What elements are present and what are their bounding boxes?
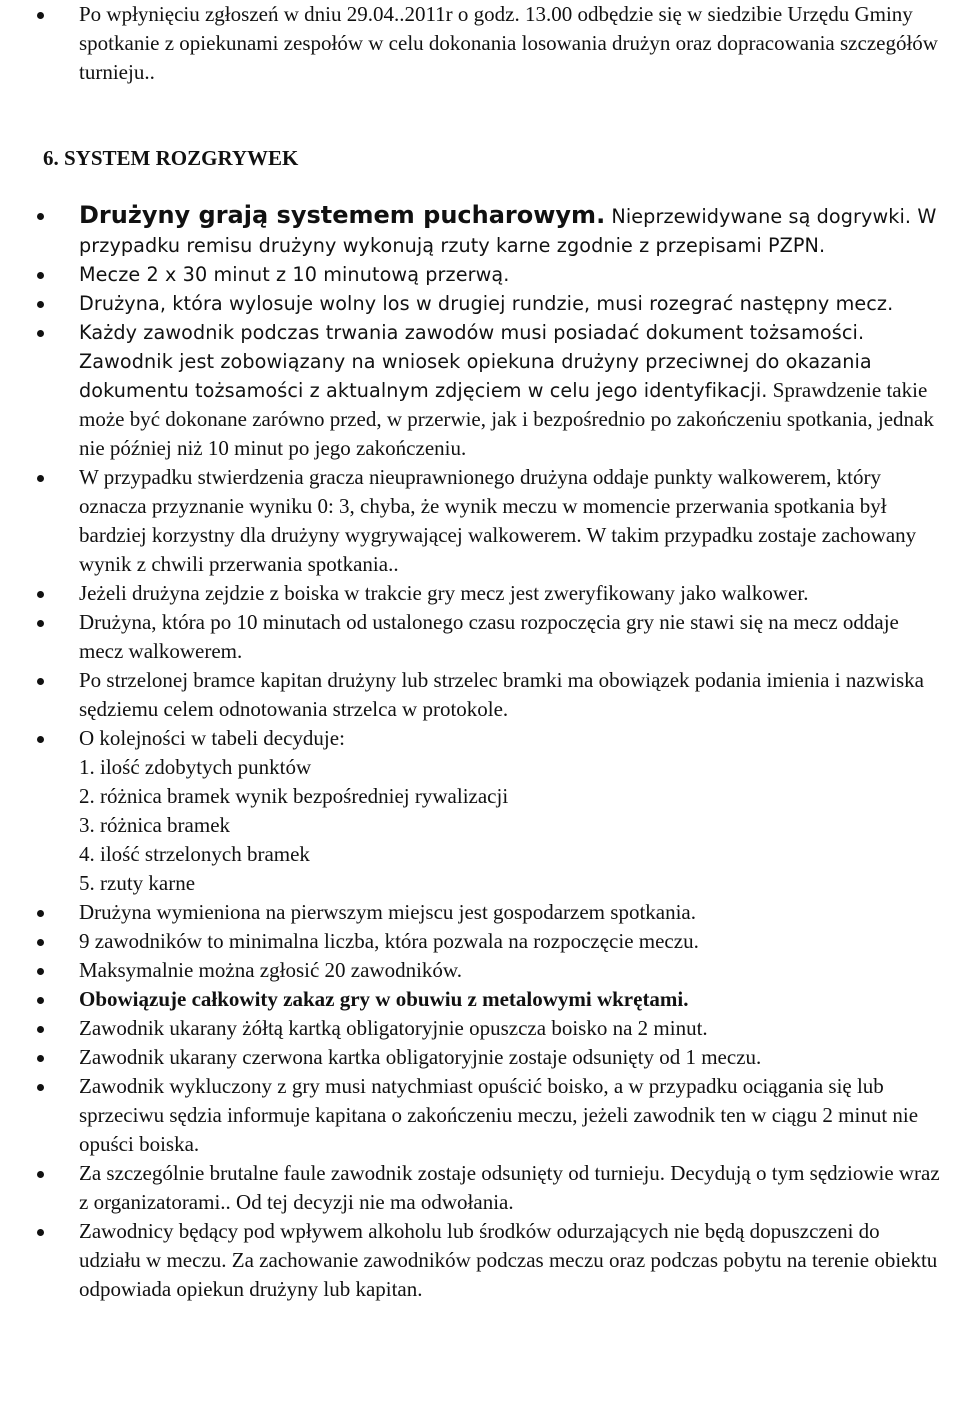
intro-text: Po wpłynięciu zgłoszeń w dniu 29.04..2011r o godz. 13.00 odbędzie się w siedzibie Urzędu Gminy spotkanie z opiekunami zespołów w celu dokonania losowania drużyn oraz dopracowania szczegółów turnieju..	[79, 2, 938, 84]
list-item	[36, 1014, 942, 1043]
alcohol-text: Zawodnicy będący pod wpływem alkoholu lub środków odurzających nie będą dopuszczeni do udziału w meczu. Za zachowanie zawodników podczas meczu oraz podczas pobytu na terenie obiektu odpowiada opiekun drużyny lub kapitan.	[79, 1219, 938, 1301]
list-item	[36, 608, 942, 666]
boots-ban-text: Obowiązuje całkowity zakaz gry w obuwiu z metalowymi wkrętami.	[79, 987, 689, 1011]
excluded-player-text: Zawodnik wykluczony z gry musi natychmiast opuścić boisko, a w przypadku ociągania się lub sprzeciwu sędzia informuje kapitana o zakończeniu meczu, jeżeli zawodnik ten w ciągu 2 minut nie opuści boiska.	[79, 1074, 919, 1156]
spacer	[36, 173, 942, 201]
red-card-text: Zawodnik ukarany czerwona kartka obligatoryjnie zostaje odsunięty od 1 meczu.	[79, 1045, 762, 1069]
cup-system-text: Nieprzewidywane są dogrywki. W przypadku remisu drużyny wykonują rzuty karne zgodnie z przepisami PZPN.	[79, 205, 937, 257]
yellow-card-text: Zawodnik ukarany żółtą kartką obligatoryjnie opuszcza boisko na 2 minut.	[79, 1016, 708, 1040]
list-item	[36, 1072, 942, 1159]
ranking-item: 2. różnica bramek wynik bezpośredniej rywalizacji	[79, 784, 509, 808]
list-item	[36, 463, 942, 579]
match-time-text: Mecze 2 x 30 minut z 10 minutową przerwą.	[79, 263, 510, 286]
ranking-item: 5. rzuty karne	[79, 871, 196, 895]
list-item	[36, 1159, 942, 1217]
identity-text: Każdy zawodnik podczas trwania zawodów musi posiadać dokument tożsamości. Zawodnik jest zobowiązany na wniosek opiekuna drużyny przeciwnej do okazania dokumentu tożsamości z aktualnym zdjęciem w celu jego identyfikacji.	[79, 321, 872, 402]
bye-text: Drużyna, która wylosuje wolny los w drugiej rundzie, musi rozegrać następny mecz.	[79, 292, 894, 315]
brutal-fouls-text: Za szczególnie brutalne faule zawodnik zostaje odsunięty od turnieju. Decydują o tym sędziowie wraz z organizatorami.. Od tej decyzji nie ma odwołania.	[79, 1161, 940, 1214]
cup-system-bold: Drużyny grają systemem pucharowym.	[79, 201, 606, 229]
identity-check-text: Sprawdzenie takie może być dokonane zarówno przed, w przerwie, jak i bezpośrednio po zakończeniu spotkania, jednak nie później niż 10 minut po jego zakończeniu.	[79, 378, 934, 460]
host-text: Drużyna wymieniona na pierwszym miejscu jest gospodarzem spotkania.	[79, 900, 696, 924]
list-item	[36, 201, 942, 260]
list-item	[36, 318, 942, 463]
spacer	[36, 87, 942, 144]
list-item	[36, 1217, 942, 1304]
ranking-title: O kolejności w tabeli decyduje:	[79, 726, 345, 750]
ranking-item: 3. różnica bramek	[79, 813, 231, 837]
list-item	[36, 260, 942, 289]
list-item	[36, 898, 942, 927]
list-item	[36, 579, 942, 608]
rules-list	[36, 201, 942, 1304]
list-item	[36, 1043, 942, 1072]
list-item	[36, 724, 942, 898]
walkover-ineligible-text: W przypadku stwierdzenia gracza nieuprawnionego drużyna oddaje punkty walkowerem, który oznacza przyznanie wyniku 0: 3, chyba, że wynik meczu w momencie przerwania spotkania był bardziej korzystny dla drużyny wygrywającej walkowerem. W takim przypadku zostaje zachowany wynik z chwili przerwania spotkania..	[79, 465, 917, 576]
list-item	[36, 666, 942, 724]
leave-pitch-text: Jeżeli drużyna zejdzie z boiska w trakcie gry mecz jest zweryfikowany jako walkower.	[79, 581, 809, 605]
list-item	[36, 289, 942, 318]
list-item	[36, 927, 942, 956]
scorer-text: Po strzelonej bramce kapitan drużyny lub strzelec bramki ma obowiązek podania imienia i nazwiska sędziemu celem odnotowania strzelca w protokole.	[79, 668, 924, 721]
intro-list	[36, 0, 942, 87]
ranking-item: 1. ilość zdobytych punktów	[79, 755, 312, 779]
list-item	[36, 0, 942, 87]
list-item	[36, 985, 942, 1014]
section-heading: 6. SYSTEM ROZGRYWEK	[43, 146, 299, 170]
ranking-item: 4. ilość strzelonych bramek	[79, 842, 310, 866]
list-item	[36, 956, 942, 985]
min-players-text: 9 zawodników to minimalna liczba, która pozwala na rozpoczęcie meczu.	[79, 929, 699, 953]
late-team-text: Drużyna, która po 10 minutach od ustalonego czasu rozpoczęcia gry nie stawi się na mecz oddaje mecz walkowerem.	[79, 610, 899, 663]
max-players-text: Maksymalnie można zgłosić 20 zawodników.	[79, 958, 462, 982]
